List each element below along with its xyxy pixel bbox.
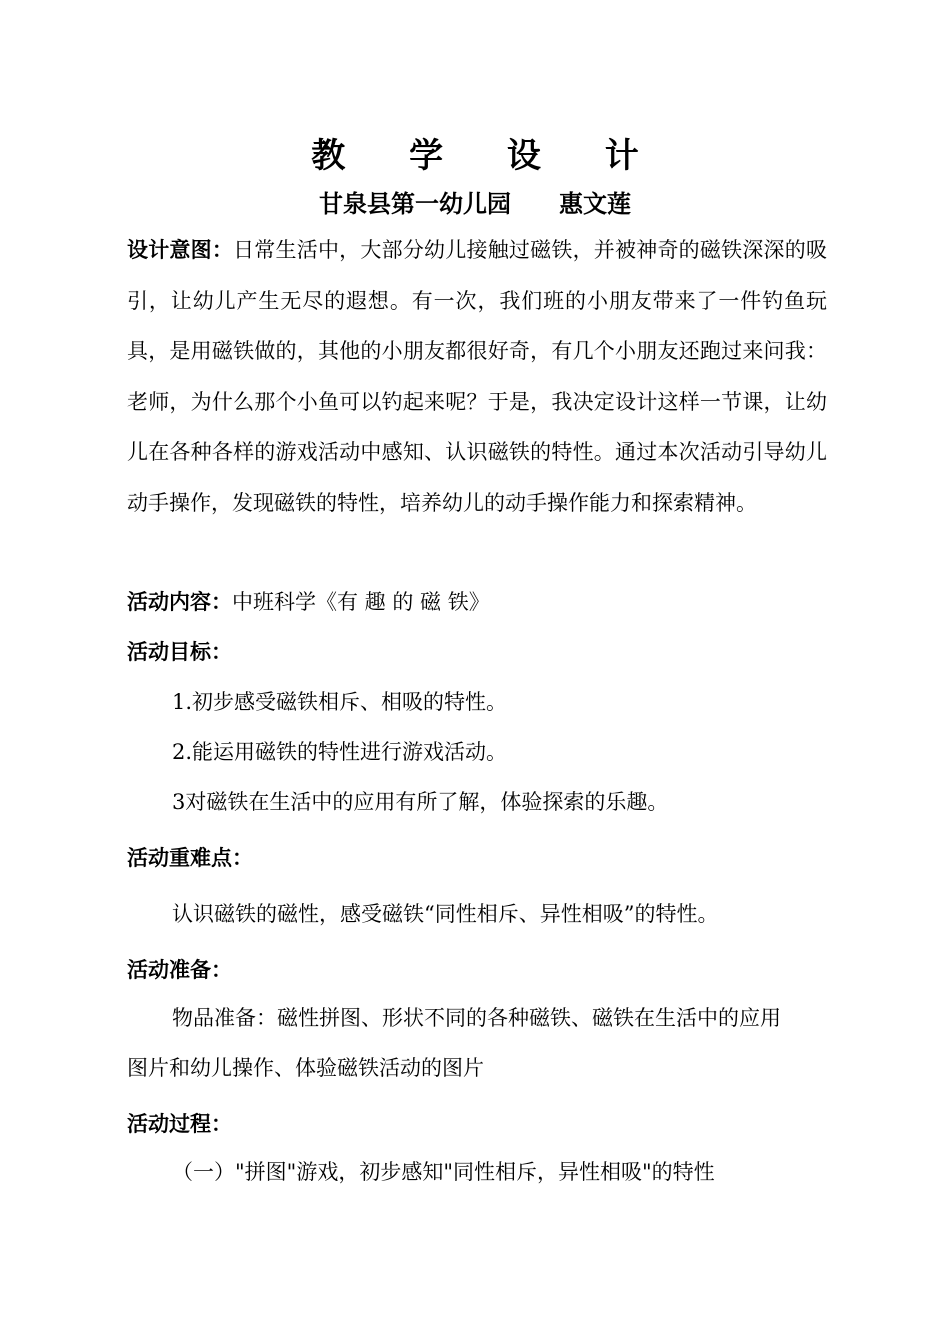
document-title: 教 学 设 计 bbox=[311, 136, 665, 176]
preparation-line-2: 图片和幼儿操作、体验磁铁活动的图片 bbox=[127, 1056, 484, 1080]
design-intent-section bbox=[127, 225, 827, 528]
goal-item: 2.能运用磁铁的特性进行游戏活动。 bbox=[172, 740, 508, 764]
content-line bbox=[127, 586, 837, 616]
content-label: 活动内容： bbox=[127, 589, 232, 614]
document-subtitle: 甘泉县第一幼儿园 惠文莲 bbox=[319, 189, 631, 218]
goals-label: 活动目标： bbox=[127, 639, 232, 664]
process-label: 活动过程： bbox=[127, 1111, 232, 1136]
design-intent-text: 日常生活中，大部分幼儿接触过磁铁，并被神奇的磁铁深深的吸引，让幼儿产生无尽的遐想。有一次，我们班的小朋友带来了一件钓鱼玩具，是用磁铁做的，其他的小朋友都很好奇，有几个小朋友还跑过来问我：老师，为什么那个小鱼可以钓起来呢？于是，我决定设计这样一节课，让幼儿在各种各样的游戏活动中感知、认识磁铁的特性。通过本次活动引导幼儿动手操作，发现磁铁的特性，培养幼儿的动手操作能力和探索精神。 bbox=[127, 238, 827, 515]
goal-item: 3对磁铁在生活中的应用有所了解，体验探索的乐趣。 bbox=[172, 790, 669, 814]
process-step-1: （一）"拼图"游戏，初步感知"同性相斥，异性相吸"的特性 bbox=[172, 1160, 715, 1184]
preparation-label: 活动准备： bbox=[127, 957, 232, 982]
content-text: 中班科学《有 趣 的 磁 铁》 bbox=[232, 590, 490, 614]
design-intent-label: 设计意图： bbox=[127, 237, 234, 262]
key-points-label: 活动重难点： bbox=[127, 845, 253, 870]
goal-item: 1.初步感受磁铁相斥、相吸的特性。 bbox=[172, 690, 508, 714]
preparation-line-1: 物品准备：磁性拼图、形状不同的各种磁铁、磁铁在生活中的应用 bbox=[172, 1006, 781, 1030]
design-intent-paragraph bbox=[127, 225, 827, 528]
key-points-text: 认识磁铁的磁性，感受磁铁“同性相斥、异性相吸”的特性。 bbox=[172, 902, 719, 926]
